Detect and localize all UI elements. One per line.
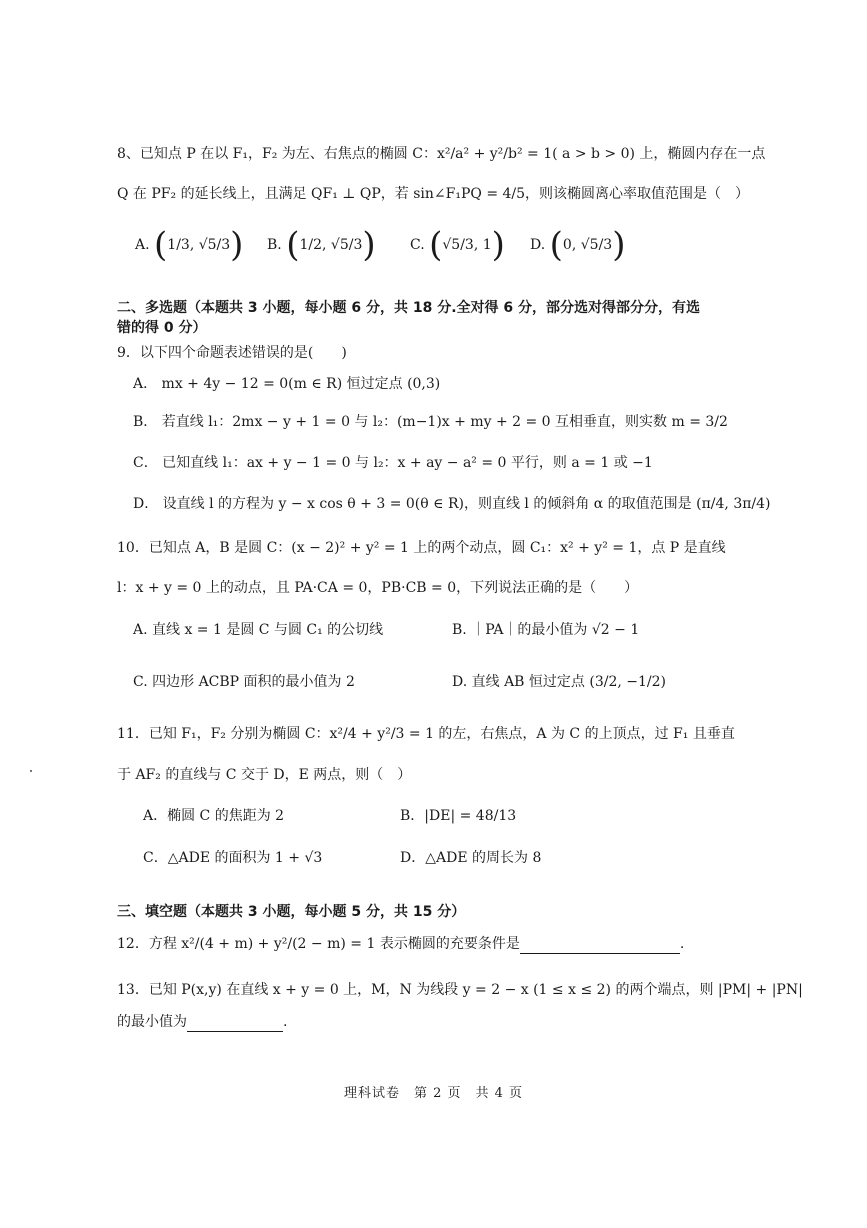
q8-option-b-close-paren: ) [362, 225, 376, 265]
section2-heading-line2: 错的得 0 分） [117, 320, 207, 336]
q8-option-c-lo: √5/3 [442, 237, 474, 253]
q9-option-b: B． 若直线 l₁：2mx − y + 1 = 0 与 l₂：(m−1)x + my + 2 = 0 互相垂直，则实数 m = 3/2 [133, 414, 728, 430]
section3-heading: 三、填空题（本题共 3 小题，每小题 5 分，共 15 分） [117, 904, 466, 920]
q9-option-d: D． 设直线 l 的方程为 y − x cos θ + 3 = 0(θ ∈ R)，则直线 l 的倾斜角 α 的取值范围是 (π/4, 3π/4) [133, 496, 771, 512]
q8-option-b-open-paren: ( [286, 225, 300, 265]
q13-answer-blank[interactable] [187, 1015, 283, 1032]
q12-text: 12．方程 x²/(4 + m) + y²/(2 − m) = 1 表示椭圆的充要条件是 [117, 936, 520, 952]
q8-option-b-label: B. [267, 237, 282, 253]
q10-line2: l：x + y = 0 上的动点，且 PA·CA = 0，PB·CB = 0，下列说法正确的是（ ） [117, 580, 639, 596]
q8-option-a: A. (1/3, √5/3) [135, 225, 244, 265]
q8-option-d-close-paren: ) [612, 225, 626, 265]
q8-option-d-lo: 0 [562, 237, 572, 253]
q11-option-a: A．椭圆 C 的焦距为 2 [143, 808, 285, 824]
q8-option-c-close-paren: ) [491, 225, 505, 265]
q8-option-a-hi: √5/3 [198, 237, 231, 253]
page-footer: 理科试卷 第 2 页 共 4 页 [343, 1086, 524, 1101]
q8-option-a-lo: 1/3 [167, 237, 190, 253]
q11-line1: 11．已知 F₁，F₂ 分别为椭圆 C：x²/4 + y²/3 = 1 的左，右焦点，A 为 C 的上顶点，过 F₁ 且垂直 [117, 726, 735, 742]
q8-option-b: B. (1/2, √5/3) [267, 225, 376, 265]
q10-option-d: D. 直线 AB 恒过定点 (3/2, −1/2) [452, 674, 666, 690]
q8-line1: 8、已知点 P 在以 F₁，F₂ 为左、右焦点的椭圆 C：x²/a² + y²/b² = 1( a > b > 0) 上，椭圆内存在一点 [117, 146, 766, 162]
q13-end: . [283, 1014, 288, 1030]
q8-option-a-label: A. [135, 237, 150, 253]
q10-option-c: C. 四边形 ACBP 面积的最小值为 2 [133, 674, 355, 690]
q8-option-d-hi: √5/3 [580, 237, 613, 253]
q11-option-d: D．△ADE 的周长为 8 [400, 850, 542, 866]
q9-option-c: C． 已知直线 l₁：ax + y − 1 = 0 与 l₂：x + ay − a² = 0 平行，则 a = 1 或 −1 [133, 455, 653, 471]
q8-option-a-close-paren: ) [230, 225, 244, 265]
q12-answer-blank[interactable] [520, 937, 680, 954]
q8-line2: Q 在 PF₂ 的延长线上，且满足 QF₁ ⊥ QP，若 sin∠F₁PQ = 4/5，则该椭圆离心率取值范围是（ ） [117, 186, 750, 202]
q8-option-b-lo: 1/2 [299, 237, 322, 253]
q11-line2: 于 AF₂ 的直线与 C 交于 D，E 两点，则（ ） [117, 767, 412, 783]
q8-option-c-label: C. [410, 237, 425, 253]
q8-option-b-hi: √5/3 [330, 237, 363, 253]
q10-line1: 10．已知点 A，B 是圆 C：(x − 2)² + y² = 1 上的两个动点，圆 C₁：x² + y² = 1，点 P 是直线 [117, 540, 726, 556]
q8-option-d-open-paren: ( [549, 225, 563, 265]
q9-option-a: A． mx + 4y − 12 = 0(m ∈ R) 恒过定点 (0,3) [133, 376, 441, 392]
q8-option-d-label: D. [530, 237, 546, 253]
q13-line2: 的最小值为 [117, 1014, 187, 1030]
scan-speck [30, 770, 32, 772]
q12-line [117, 934, 684, 954]
q13-line1: 13．已知 P(x,y) 在直线 x + y = 0 上，M，N 为线段 y = 2 − x (1 ≤ x ≤ 2) 的两个端点，则 |PM| + |PN| [117, 982, 803, 998]
q10-option-b: B. ｜PA｜的最小值为 √2 − 1 [452, 622, 640, 638]
q13-line2-wrap [117, 1012, 287, 1032]
q11-option-b: B．|DE| = 48/13 [400, 808, 517, 824]
q8-option-c-open-paren: ( [429, 225, 443, 265]
q9-stem: 9．以下四个命题表述错误的是( ) [117, 345, 347, 361]
q10-option-a: A. 直线 x = 1 是圆 C 与圆 C₁ 的公切线 [133, 622, 384, 638]
q8-option-c: C. (√5/3, 1) [410, 225, 505, 265]
q8-option-a-open-paren: ( [154, 225, 168, 265]
q12-end: . [679, 936, 685, 952]
q11-option-c: C．△ADE 的面积为 1 + √3 [143, 850, 323, 866]
q8-option-c-hi: 1 [482, 237, 492, 253]
q8-option-d: D. (0, √5/3) [530, 225, 626, 265]
section2-heading-line1: 二、多选题（本题共 3 小题，每小题 6 分，共 18 分.全对得 6 分，部分选对得部分分，有选 [117, 300, 701, 316]
